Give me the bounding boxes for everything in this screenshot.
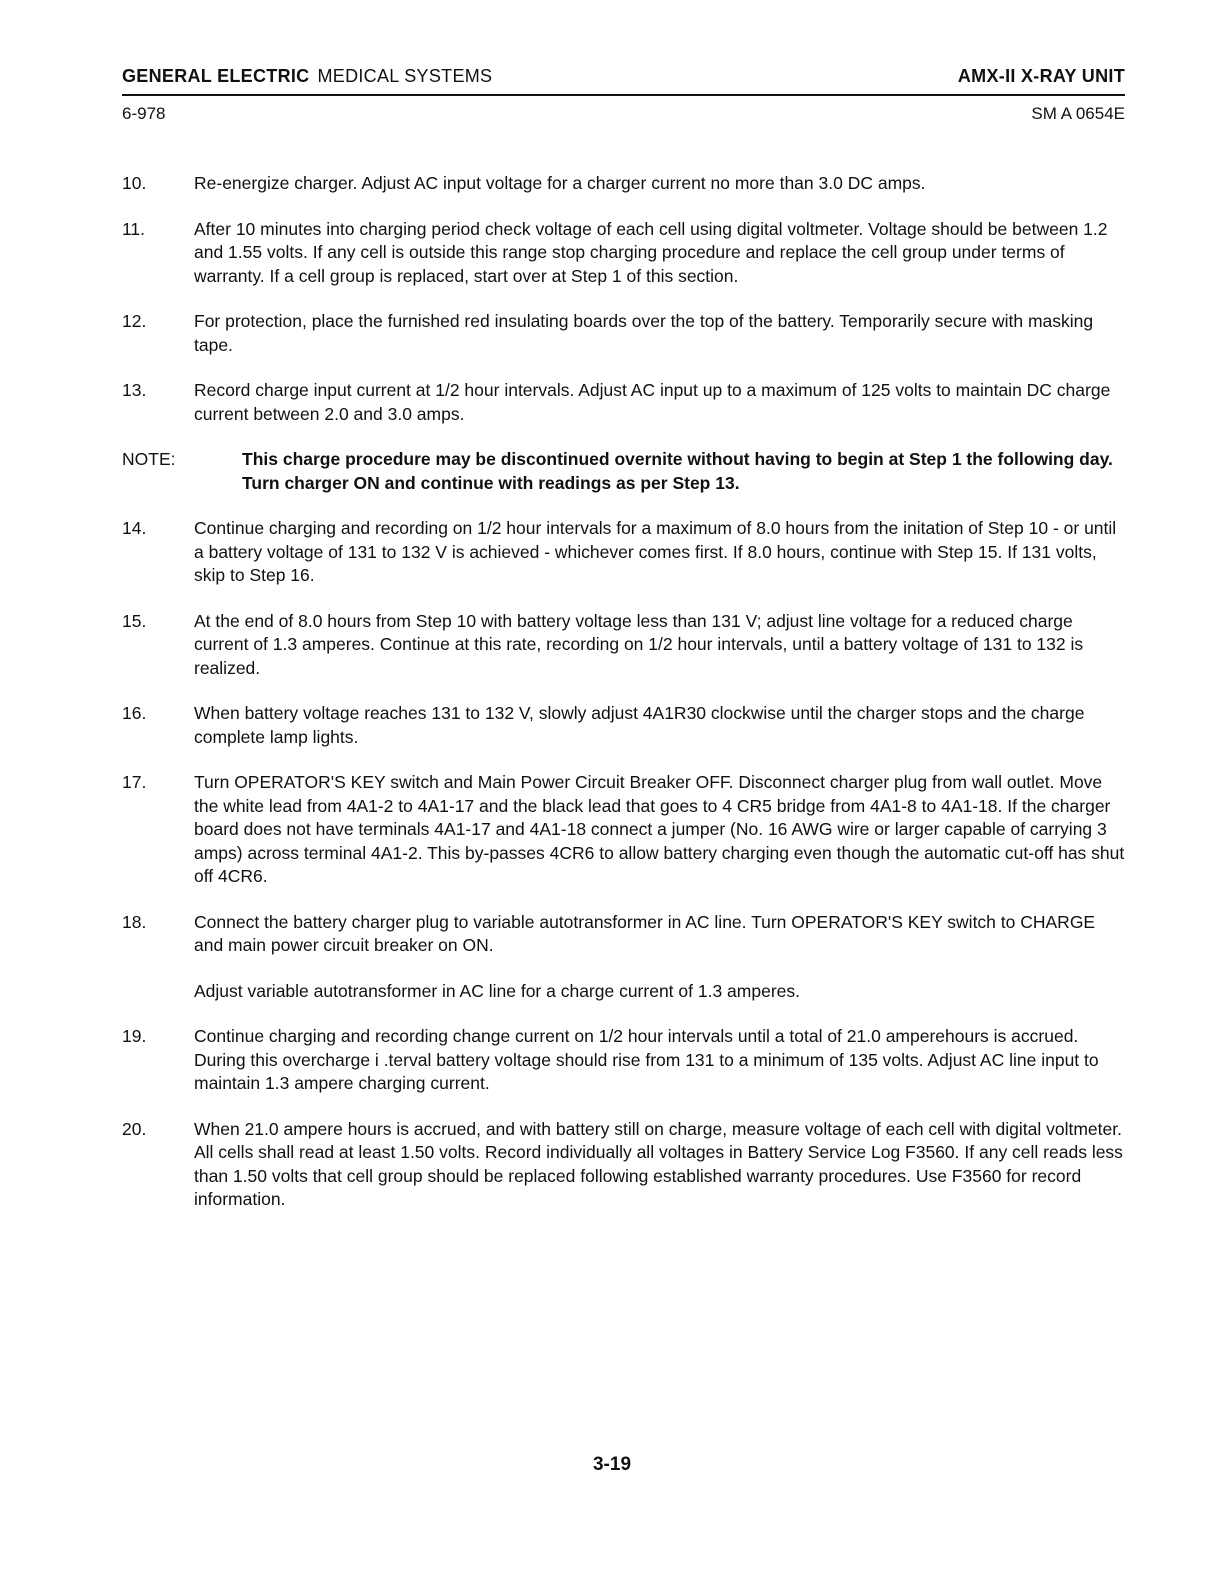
step-text: Continue charging and recording on 1/2 hour intervals for a maximum of 8.0 hours from the initation of Step 10 - or until a battery voltage of 131 to 132 V is achieved - whichever comes first. If 8.0 hours, continue with Step 15. If 131 volts, skip to Step 16. — [194, 518, 1117, 585]
step-text: When 21.0 ampere hours is accrued, and with battery still on charge, measure voltage of each cell with digital voltmeter. All cells shall read at least 1.50 volts. Record individually all voltages in Battery Service Log F3560. If any cell reads less than 1.50 volts that cell group should be replaced following established warranty procedures. Use F3560 for record information. — [194, 1118, 1123, 1209]
header-top-row — [122, 66, 1125, 87]
step-number: 20. — [122, 1118, 147, 1139]
page-number: 3-19 — [592, 1454, 632, 1475]
header-division: MEDICAL SYSTEMS — [317, 66, 493, 86]
step-text: For protection, place the furnished red insulating boards over the top of the battery. Temporarily secure with masking tape. — [194, 311, 1094, 355]
step-number: 17. — [122, 772, 147, 792]
note — [122, 448, 1125, 495]
step-12 — [122, 310, 1125, 357]
header-second-row — [122, 104, 1125, 124]
step-number: 14. — [122, 518, 147, 538]
header-company: GENERAL ELECTRIC — [122, 66, 310, 86]
header-rule — [122, 94, 1125, 96]
step-text: Connect the battery charger plug to variable autotransformer in AC line. Turn OPERATOR'S KEY switch to CHARGE and main power circuit breaker on ON. — [194, 911, 1096, 955]
step-number: 18. — [122, 911, 147, 932]
step-text: Re-energize charger. Adjust AC input voltage for a charger current no more than 3.0 DC amps. — [194, 173, 926, 193]
step-text: At the end of 8.0 hours from Step 10 with battery voltage less than 131 V; adjust line voltage for a reduced charge current of 1.3 amperes. Continue at this rate, recording on 1/2 hour intervals, until a battery voltage of 131 to 132 is realized. — [194, 610, 1084, 678]
step-text: Turn OPERATOR'S KEY switch and Main Power Circuit Breaker OFF. Disconnect charger plug from wall outlet. Move the white lead from 4A1-2 to 4A1-17 and the black lead that goes to 4 CR5 bridge from 4A1-8 to 4A1-18. If the charger board does not have terminals 4A1-17 and 4A1-18 connect a jumper (No. 16 AWG wire or larger capable of carrying 3 amps) across terminal 4A1-2. This by-passes 4CR6 to allow battery charging even though the automatic cut-off has shut off 4CR6. — [194, 772, 1125, 886]
note-text: This charge procedure may be discontinued overnite without having to begin at Step 1 the following day. Turn charger ON and continue with readings as per Step 13. — [242, 449, 1113, 493]
step-number: 11. — [122, 218, 146, 239]
header-date-code: 6-978 — [122, 104, 166, 123]
step-number: 16. — [122, 703, 147, 723]
step-18 — [122, 911, 1125, 958]
step-text: Record charge input current at 1/2 hour intervals. Adjust AC input up to a maximum of 125 volts to maintain DC charge current between 2.0 and 3.0 amps. — [194, 380, 1111, 424]
step-14 — [122, 517, 1125, 588]
step-11 — [122, 218, 1125, 289]
step-17 — [122, 771, 1125, 889]
step-number: 13. — [122, 380, 147, 400]
step-13 — [122, 379, 1125, 426]
procedure-body — [122, 172, 1125, 1234]
step-20 — [122, 1118, 1125, 1212]
step-text: After 10 minutes into charging period check voltage of each cell using digital voltmeter. Voltage should be between 1.2 and 1.55 volts. If any cell is outside this range stop charging procedure and replace the cell group under terms of warranty. If a cell group is replaced, start over at Step 1 of this section. — [194, 218, 1108, 286]
step-number: 12. — [122, 311, 147, 331]
header-company-block — [122, 66, 492, 87]
step-18-continuation: Adjust variable autotransformer in AC line for a charge current of 1.3 amperes. — [194, 980, 800, 1001]
header-product: AMX-II X-RAY UNIT — [957, 66, 1125, 86]
step-number: 19. — [122, 1026, 147, 1046]
step-16 — [122, 702, 1125, 749]
header-manual-number: SM A 0654E — [1031, 104, 1125, 123]
step-15 — [122, 610, 1125, 681]
step-number: 10. — [122, 173, 147, 193]
step-text: When battery voltage reaches 131 to 132 V, slowly adjust 4A1R30 clockwise until the charger stops and the charge complete lamp lights. — [194, 703, 1085, 747]
step-19 — [122, 1025, 1125, 1096]
step-text: Continue charging and recording change current on 1/2 hour intervals until a total of 21.0 amperehours is accrued. During this overcharge i .terval battery voltage should rise from 131 to a minimum of 135 volts. Adjust AC line input to maintain 1.3 ampere charging current. — [194, 1026, 1099, 1093]
step-number: 15. — [122, 610, 147, 631]
note-label: NOTE: — [122, 449, 176, 469]
step-10 — [122, 172, 1125, 196]
